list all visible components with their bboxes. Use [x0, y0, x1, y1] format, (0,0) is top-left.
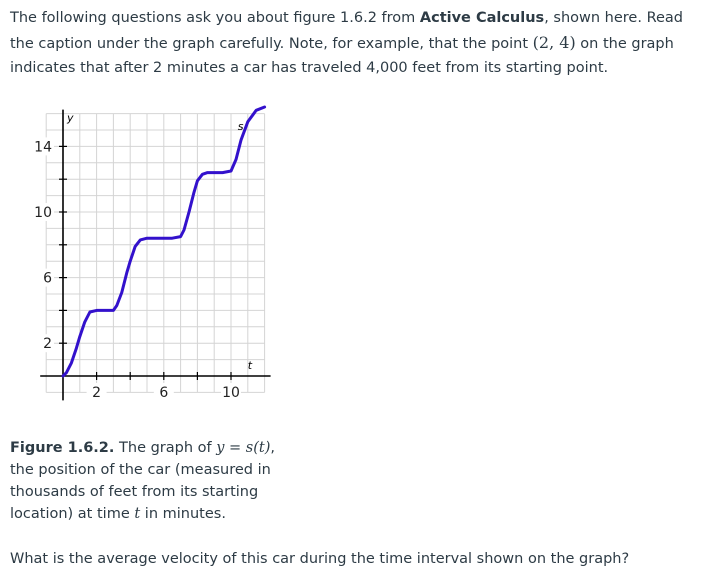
x-tick-label: 6	[159, 385, 169, 401]
intro-text-3: on the graph indicates that after 2 minutes a car has traveled 4,000 feet from its starting point.	[10, 35, 674, 76]
y-tick-label: 6	[43, 270, 52, 287]
intro-text-1: The following questions ask you about figure 1.6.2 from	[10, 10, 420, 26]
point-coordinates: (2, 4)	[532, 32, 576, 52]
y-axis-label: y	[67, 111, 74, 125]
caption-text-1: The graph of	[114, 440, 217, 456]
x-tick-label: 2	[92, 385, 102, 401]
question-text: What is the average velocity of this car during the time interval shown on the graph?	[10, 551, 630, 567]
intro-text-2: , shown here. Read the caption under the graph carefully. Note, for example, that the point	[10, 10, 684, 52]
curve-label: s	[237, 120, 244, 133]
x-axis-label: t	[247, 359, 253, 372]
figure-caption	[10, 437, 290, 525]
intro-paragraph	[10, 6, 702, 81]
caption-text-2: , the position of the car (measured in thousands of feet from its starting location) at time	[10, 440, 275, 522]
grid-lines	[46, 111, 264, 393]
figure-label: Figure 1.6.2.	[10, 440, 115, 456]
y-tick-label: 14	[34, 139, 52, 156]
position-graph	[0, 100, 290, 420]
caption-equation: y = s(t)	[216, 440, 271, 456]
caption-variable-t: t	[134, 506, 141, 522]
x-tick-label: 10	[222, 385, 240, 401]
caption-text-3: in minutes.	[140, 506, 226, 522]
book-title: Active Calculus	[419, 10, 545, 26]
y-tick-label: 2	[43, 336, 52, 353]
tick-marks	[59, 146, 231, 380]
tick-labels	[30, 137, 241, 401]
y-tick-label: 10	[34, 205, 52, 221]
